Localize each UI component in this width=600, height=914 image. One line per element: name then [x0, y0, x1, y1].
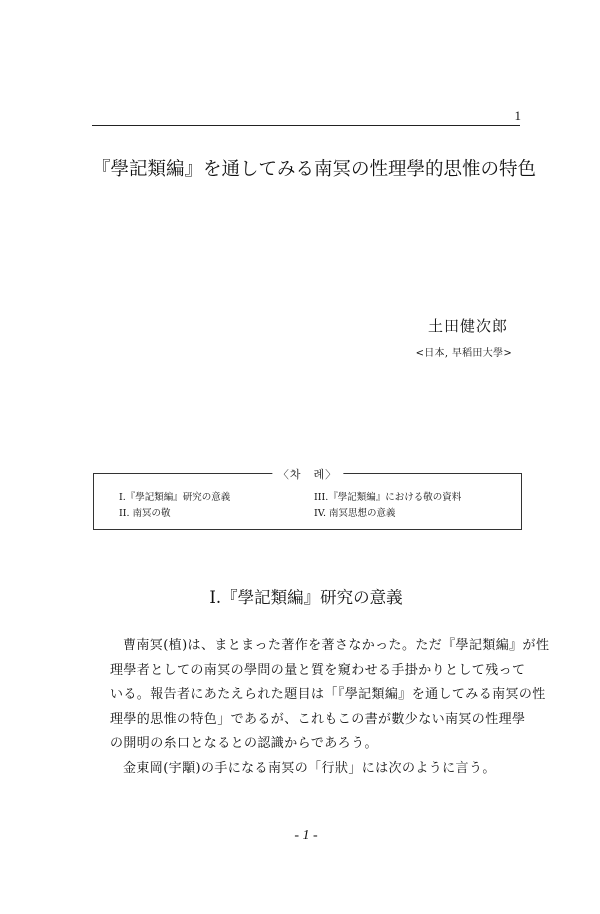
body-text	[110, 634, 550, 781]
body-line: 金東岡(宇顒)の手になる南冥の「行狀」には次のように言う。	[123, 760, 496, 776]
author-name: 土田健次郎	[427, 317, 508, 335]
body-line: いる。報告者にあたえられた題目は「『學記類編』を通してみる南冥の性	[110, 687, 546, 702]
author-affiliation: <日本, 早稻田大學>	[415, 348, 512, 359]
body-line: 理學者としての南冥の學問の量と質を窺わせる手掛かりとして残って	[110, 662, 526, 678]
body-line: 曹南冥(植)は、まとまった著作を著さなかった。ただ『學記類編』が性	[123, 638, 550, 653]
toc-item-3: III.『學記類編』における敬の資料	[314, 492, 462, 503]
toc-item-2: II. 南冥の敬	[119, 508, 171, 519]
header-rule	[92, 125, 520, 126]
section-heading: I.『學記類編』研究の意義	[209, 588, 403, 607]
body-line: の開明の糸口となるとの認識からであろう。	[110, 736, 378, 751]
page-folio: - 1 -	[294, 828, 318, 843]
toc-item-1: I.『學記類編』研究の意義	[119, 492, 231, 503]
toc-heading: 〈차 례〉	[272, 466, 343, 482]
table-of-contents	[93, 468, 522, 530]
running-page-number: 1	[514, 108, 521, 123]
paper-title: 『學記類編』を通してみる南冥の性理學的思惟の特色	[92, 159, 537, 180]
toc-item-4: IV. 南冥思想の意義	[314, 508, 396, 519]
body-line: 理學的思惟の特色」であるが、これもこの書が數少ない南冥の性理學	[110, 711, 526, 727]
